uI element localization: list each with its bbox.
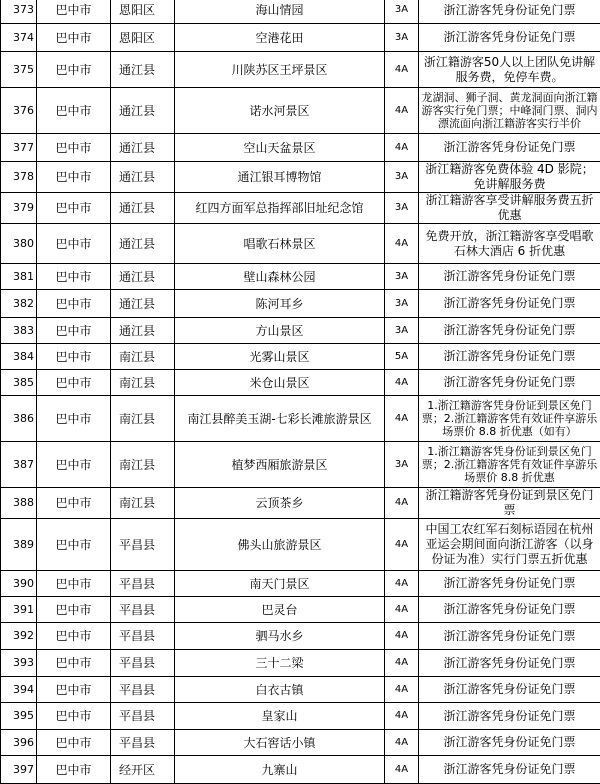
policy-cell: 浙江籍游客享受讲解服务费五折优惠 [419, 193, 600, 224]
rating-level-cell: 4A [385, 52, 419, 88]
policy-cell: 浙江游客凭身份证免门票 [419, 677, 600, 703]
city-cell: 巴中市 [37, 0, 111, 24]
policy-cell: 浙江游客凭身份证免门票 [419, 290, 600, 318]
policy-cell: 浙江游客凭身份证免门票 [419, 623, 600, 650]
row-number: 393 [1, 650, 37, 677]
policy-cell: 浙江游客凭身份证免门票 [419, 703, 600, 730]
table-row [1, 290, 600, 318]
row-number: 383 [1, 318, 37, 344]
table-row [1, 650, 600, 677]
county-cell: 通江县 [111, 290, 175, 318]
table-row [1, 318, 600, 344]
row-number: 390 [1, 571, 37, 597]
table-row [1, 0, 600, 24]
rating-level-cell: 3A [385, 162, 419, 193]
city-cell: 巴中市 [37, 677, 111, 703]
city-cell: 巴中市 [37, 52, 111, 88]
city-cell: 巴中市 [37, 730, 111, 756]
rating-level-cell: 4A [385, 730, 419, 756]
table-row [1, 24, 600, 52]
policy-cell: 浙江籍游客50人以上团队免讲解服务费，免停车费。 [419, 52, 600, 88]
policy-cell: 浙江游客凭身份证免门票 [419, 730, 600, 756]
row-number: 388 [1, 488, 37, 519]
table-row [1, 623, 600, 650]
county-cell: 平昌县 [111, 730, 175, 756]
scenic-spot-name-cell: 大石窖话小镇 [175, 730, 385, 756]
county-cell: 恩阳区 [111, 0, 175, 24]
policy-cell: 1.浙江籍游客凭身份证到景区免门票；2.浙江籍游客凭有效证件享游乐场票价 8.8 折优惠 [419, 442, 600, 488]
row-number: 392 [1, 623, 37, 650]
county-cell: 通江县 [111, 318, 175, 344]
rating-level-cell: 4A [385, 703, 419, 730]
table-row [1, 193, 600, 224]
rating-level-cell: 4A [385, 488, 419, 519]
row-number: 391 [1, 597, 37, 623]
row-number: 387 [1, 442, 37, 488]
rating-level-cell: 3A [385, 193, 419, 224]
table-row [1, 52, 600, 88]
policy-cell: 龙湖洞、狮子洞、黄龙洞面向浙江籍游客实行免门票；中峰洞门票、洞内漂流面向浙江籍游客实行半价 [419, 88, 600, 134]
table-row [1, 88, 600, 134]
county-cell: 南江县 [111, 344, 175, 370]
city-cell: 巴中市 [37, 24, 111, 52]
county-cell: 恩阳区 [111, 24, 175, 52]
table-row [1, 396, 600, 442]
rating-level-cell: 4A [385, 224, 419, 264]
scenic-spot-name-cell: 红四方面军总指挥部旧址纪念馆 [175, 193, 385, 224]
county-cell: 平昌县 [111, 650, 175, 677]
city-cell: 巴中市 [37, 597, 111, 623]
policy-cell: 浙江籍游客凭身份证到景区免门票 [419, 488, 600, 519]
table-row [1, 442, 600, 488]
rating-level-cell: 4A [385, 623, 419, 650]
city-cell: 巴中市 [37, 488, 111, 519]
table-row [1, 756, 600, 784]
rating-level-cell: 4A [385, 134, 419, 162]
table-row [1, 703, 600, 730]
table-row [1, 677, 600, 703]
row-number: 377 [1, 134, 37, 162]
rating-level-cell: 3A [385, 290, 419, 318]
county-cell: 经开区 [111, 756, 175, 784]
row-number: 381 [1, 264, 37, 290]
city-cell: 巴中市 [37, 134, 111, 162]
table-row [1, 730, 600, 756]
policy-cell: 浙江游客凭身份证免门票 [419, 650, 600, 677]
rating-level-cell: 3A [385, 442, 419, 488]
scenic-spot-name-cell: 通江银耳博物馆 [175, 162, 385, 193]
city-cell: 巴中市 [37, 193, 111, 224]
city-cell: 巴中市 [37, 88, 111, 134]
rating-level-cell: 4A [385, 597, 419, 623]
policy-cell: 浙江游客凭身份证免门票 [419, 571, 600, 597]
city-cell: 巴中市 [37, 318, 111, 344]
rating-level-cell: 4A [385, 370, 419, 396]
scenic-spot-name-cell: 壁山森林公园 [175, 264, 385, 290]
county-cell: 通江县 [111, 134, 175, 162]
county-cell: 平昌县 [111, 703, 175, 730]
row-number: 376 [1, 88, 37, 134]
policy-cell: 浙江籍游客免费体验 4D 影院；免讲解服务费 [419, 162, 600, 193]
row-number: 373 [1, 0, 37, 24]
rating-level-cell: 3A [385, 264, 419, 290]
table-row [1, 571, 600, 597]
scenic-spot-name-cell: 驷马水乡 [175, 623, 385, 650]
county-cell: 南江县 [111, 396, 175, 442]
scenic-spot-name-cell: 三十二梁 [175, 650, 385, 677]
county-cell: 通江县 [111, 162, 175, 193]
policy-cell: 浙江游客凭身份证免门票 [419, 370, 600, 396]
county-cell: 通江县 [111, 193, 175, 224]
table-row [1, 134, 600, 162]
scenic-spot-name-cell: 空港花田 [175, 24, 385, 52]
county-cell: 平昌县 [111, 623, 175, 650]
scenic-spot-name-cell: 海山情园 [175, 0, 385, 24]
city-cell: 巴中市 [37, 162, 111, 193]
county-cell: 平昌县 [111, 677, 175, 703]
rating-level-cell: 4A [385, 756, 419, 784]
table-row [1, 162, 600, 193]
policy-cell: 浙江游客凭身份证免门票 [419, 0, 600, 24]
scenic-spot-name-cell: 唱歌石林景区 [175, 224, 385, 264]
row-number: 380 [1, 224, 37, 264]
scenic-spot-name-cell: 光雾山景区 [175, 344, 385, 370]
table-body [1, 0, 600, 784]
county-cell: 平昌县 [111, 519, 175, 571]
row-number: 389 [1, 519, 37, 571]
rating-level-cell: 3A [385, 0, 419, 24]
county-cell: 通江县 [111, 52, 175, 88]
table-row [1, 488, 600, 519]
scenic-spot-name-cell: 南天门景区 [175, 571, 385, 597]
scenic-spot-name-cell: 植梦西厢旅游景区 [175, 442, 385, 488]
row-number: 386 [1, 396, 37, 442]
city-cell: 巴中市 [37, 396, 111, 442]
row-number: 385 [1, 370, 37, 396]
policy-cell: 浙江游客凭身份证免门票 [419, 597, 600, 623]
policy-cell: 浙江游客凭身份证免门票 [419, 134, 600, 162]
city-cell: 巴中市 [37, 650, 111, 677]
city-cell: 巴中市 [37, 370, 111, 396]
scenic-spot-name-cell: 方山景区 [175, 318, 385, 344]
row-number: 375 [1, 52, 37, 88]
policy-cell: 免费开放，浙江籍游客享受唱歌石林大酒店 6 折优惠 [419, 224, 600, 264]
scenic-spot-name-cell: 南江县醉美玉湖-七彩长滩旅游景区 [175, 396, 385, 442]
row-number: 374 [1, 24, 37, 52]
table-row [1, 597, 600, 623]
city-cell: 巴中市 [37, 290, 111, 318]
policy-cell: 浙江游客凭身份证免门票 [419, 344, 600, 370]
row-number: 394 [1, 677, 37, 703]
table-row [1, 370, 600, 396]
city-cell: 巴中市 [37, 703, 111, 730]
policy-cell: 中国工农红军石刻标语园在杭州亚运会期间面向浙江游客（以身份证为准）实行门票五折优惠 [419, 519, 600, 571]
policy-cell: 浙江游客凭身份证免门票 [419, 318, 600, 344]
city-cell: 巴中市 [37, 442, 111, 488]
scenic-spot-name-cell: 云顶茶乡 [175, 488, 385, 519]
policy-cell: 浙江游客凭身份证免门票 [419, 756, 600, 784]
table-row [1, 519, 600, 571]
rating-level-cell: 4A [385, 88, 419, 134]
rating-level-cell: 4A [385, 677, 419, 703]
row-number: 397 [1, 756, 37, 784]
rating-level-cell: 4A [385, 396, 419, 442]
scenic-spot-name-cell: 空山天盆景区 [175, 134, 385, 162]
row-number: 384 [1, 344, 37, 370]
city-cell: 巴中市 [37, 571, 111, 597]
table-row [1, 264, 600, 290]
county-cell: 南江县 [111, 488, 175, 519]
row-number: 378 [1, 162, 37, 193]
county-cell: 平昌县 [111, 571, 175, 597]
city-cell: 巴中市 [37, 623, 111, 650]
county-cell: 南江县 [111, 370, 175, 396]
policy-cell: 浙江游客凭身份证免门票 [419, 24, 600, 52]
rating-level-cell: 5A [385, 344, 419, 370]
scenic-spot-name-cell: 米仓山景区 [175, 370, 385, 396]
scenic-spot-name-cell: 皇家山 [175, 703, 385, 730]
table-row [1, 344, 600, 370]
rating-level-cell: 4A [385, 650, 419, 677]
row-number: 396 [1, 730, 37, 756]
scenic-spot-name-cell: 巴灵台 [175, 597, 385, 623]
city-cell: 巴中市 [37, 224, 111, 264]
scenic-spot-name-cell: 佛头山旅游景区 [175, 519, 385, 571]
city-cell: 巴中市 [37, 344, 111, 370]
policy-cell: 浙江游客凭身份证免门票 [419, 264, 600, 290]
row-number: 382 [1, 290, 37, 318]
scenic-spot-name-cell: 川陕苏区王坪景区 [175, 52, 385, 88]
county-cell: 平昌县 [111, 597, 175, 623]
county-cell: 通江县 [111, 264, 175, 290]
city-cell: 巴中市 [37, 264, 111, 290]
row-number: 395 [1, 703, 37, 730]
rating-level-cell: 3A [385, 318, 419, 344]
rating-level-cell: 4A [385, 519, 419, 571]
scenic-spot-name-cell: 九寨山 [175, 756, 385, 784]
scenic-spot-name-cell: 陈河耳乡 [175, 290, 385, 318]
rating-level-cell: 4A [385, 571, 419, 597]
scenic-spot-name-cell: 诺水河景区 [175, 88, 385, 134]
county-cell: 通江县 [111, 224, 175, 264]
policy-cell: 1.浙江籍游客凭身份证到景区免门票；2.浙江籍游客凭有效证件享游乐场票价 8.8 折优惠（如有） [419, 396, 600, 442]
rating-level-cell: 3A [385, 24, 419, 52]
county-cell: 南江县 [111, 442, 175, 488]
table-row [1, 224, 600, 264]
city-cell: 巴中市 [37, 756, 111, 784]
county-cell: 通江县 [111, 88, 175, 134]
city-cell: 巴中市 [37, 519, 111, 571]
row-number: 379 [1, 193, 37, 224]
scenic-spot-name-cell: 白衣古镇 [175, 677, 385, 703]
